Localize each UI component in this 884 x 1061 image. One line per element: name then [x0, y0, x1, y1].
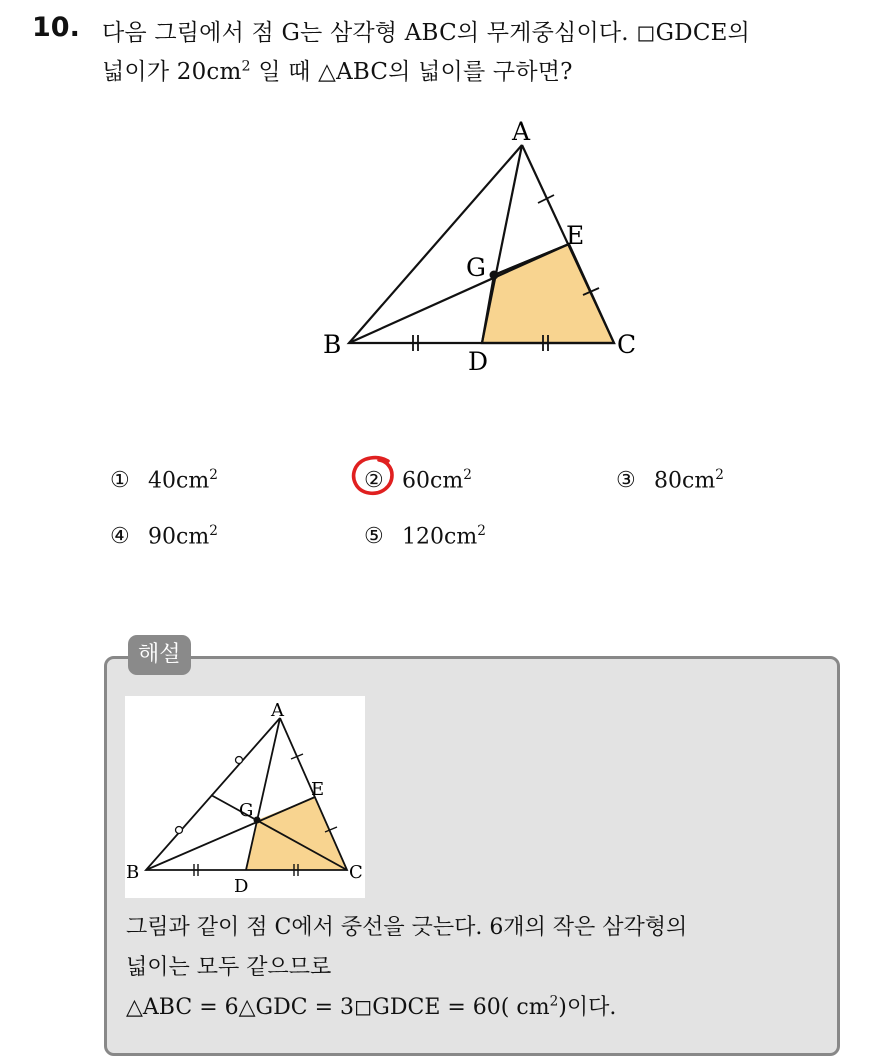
choice-value: 40cm [148, 468, 210, 494]
label-c: C [617, 330, 637, 359]
superscript-2: 2 [715, 467, 724, 483]
choice-number: ① [110, 468, 130, 494]
solution-tag: 해설 [128, 635, 191, 675]
label-b: B [323, 330, 342, 359]
superscript-2: 2 [241, 58, 251, 75]
solution-centroid-point [254, 817, 261, 824]
solution-label-e: E [311, 779, 325, 800]
centroid-point [490, 271, 499, 280]
label-d: D [468, 347, 489, 376]
solution-triangle-figure [125, 696, 365, 898]
question-line2-end: 일 때 △ABC의 넓이를 구하면? [250, 59, 573, 85]
label-e: E [566, 221, 585, 250]
choice-number: ④ [110, 524, 130, 550]
question-text-line1: 다음 그림에서 점 G는 삼각형 ABC의 무게중심이다. ◻GDCE의 [102, 20, 751, 46]
solution-label-a: A [271, 700, 284, 721]
solution-equation: △ABC = 6△GDC = 3◻GDCE = 60( cm [126, 995, 550, 1020]
superscript-2: 2 [463, 467, 472, 483]
choice-number: ⑤ [364, 524, 384, 550]
solution-tick-circle-2 [176, 827, 183, 834]
superscript-2: 2 [477, 523, 486, 539]
solution-figure [125, 696, 365, 898]
solution-label-d: D [234, 876, 249, 897]
superscript-2: 2 [209, 467, 218, 483]
choice-value: 120cm [402, 524, 478, 550]
solution-label-c: C [349, 862, 363, 883]
solution-text-line3 [126, 990, 616, 1021]
choice-3[interactable] [616, 467, 724, 493]
choice-1[interactable] [110, 467, 218, 493]
triangle-figure [0, 0, 884, 420]
question-line2-start: 넓이가 20cm [102, 59, 242, 85]
choice-number: ② [364, 468, 384, 494]
superscript-2: 2 [549, 993, 559, 1010]
solution-text-line2: 넓이는 모두 같으므로 [126, 955, 332, 980]
solution-label-b: B [126, 862, 140, 883]
choice-value: 90cm [148, 524, 210, 550]
solution-tick-circle-1 [236, 757, 243, 764]
choice-value: 60cm [402, 468, 464, 494]
choice-number: ③ [616, 468, 636, 494]
solution-equation-end: )이다. [558, 995, 617, 1020]
quadrilateral-gdce-fill [482, 244, 614, 343]
choice-4[interactable] [110, 523, 218, 549]
superscript-2: 2 [209, 523, 218, 539]
label-a: A [512, 117, 531, 146]
answer-mark-circle [348, 452, 404, 500]
choice-5[interactable] [364, 523, 486, 549]
solution-text-line1: 그림과 같이 점 C에서 중선을 긋는다. 6개의 작은 삼각형의 [126, 915, 688, 940]
solution-label-g: G [239, 800, 254, 821]
choice-value: 80cm [654, 468, 716, 494]
label-g: G [466, 253, 486, 282]
question-number: 10. [32, 12, 80, 43]
